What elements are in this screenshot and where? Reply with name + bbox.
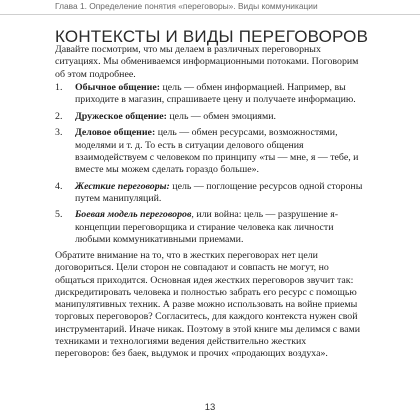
running-header-title: Глава 1. Определение понятия «переговоры». Виды коммуникации [55,1,318,11]
closing-paragraph: Обратите внимание на то, что в жестких переговорах нет цели договориться. Цели сторон не совпадают и совпасть не могут, но общаться приходится. Основная идея жестких переговоров звучит так: дискредитировать человека и полностью забрать его ресурс с помощью манипулятивных техник. А разве можно использовать на войне приемы торговых переговоров? Согласитесь, для каждого контекста нужен свой инструментарий. Иначе никак. Поэтому в этой книге мы делимся с вами техниками и технологиями ведения действительно жестких переговоров: без баек, выдумок и прочих «продающих воздуха». [55,250,361,360]
list-item-term: Деловое общение: [75,127,156,139]
list-item-term: Боевая модель переговоров [75,209,192,221]
list-item-number: 3. [55,127,63,139]
list-item [55,127,363,176]
list-item-term: Жесткие переговоры: [75,180,170,192]
list-item-number: 5. [55,209,63,221]
list-item-text: цель — обмен информацией. Например, вы приходите в магазин, спрашиваете цену и получаете информацию. [75,82,356,106]
running-header [0,0,420,15]
list-item [55,82,363,107]
list-item-number: 4. [55,180,63,192]
list-item-text: цель — обмен эмоциями. [166,110,276,122]
list-item-text: цель — обмен ресурсами, возможностями, моделями и т. д. То есть в ситуации делового общения взаимодействуем с человеком по принципу «ты — мне, я — тебе, и вместе мы можем сделать гораздо больше». [75,127,359,176]
list-item-number: 1. [55,82,63,93]
section-title: КОНТЕКСТЫ И ВИДЫ ПЕРЕГОВОРОВ [55,27,369,47]
list-item-term: Обычное общение: [75,82,161,93]
list-item [55,111,363,123]
page-number: 13 [204,402,216,413]
list-item-body [75,181,363,206]
list-item-text: , или война: цель — разрушение я-концепции переговорщика и стирание человека как личности любыми коммуникативными приемами. [75,209,339,246]
list-item-body [75,111,363,123]
intro-paragraph: Давайте посмотрим, что мы делаем в различных переговорных ситуациях. Мы обмениваемся информационными потоками. Поговорим об этом подробнее. [55,44,359,80]
list-item-number: 2. [55,110,63,122]
list-item-text: цель — поглощение ресурсов одной стороны путем манипуляций. [75,180,363,204]
list-item-body [75,82,363,107]
list-item [55,209,363,246]
negotiation-types-list [55,82,363,251]
list-item [55,181,363,206]
list-item-term: Дружеское общение: [75,110,167,122]
list-item-body [75,209,363,246]
list-item-body [75,127,363,176]
